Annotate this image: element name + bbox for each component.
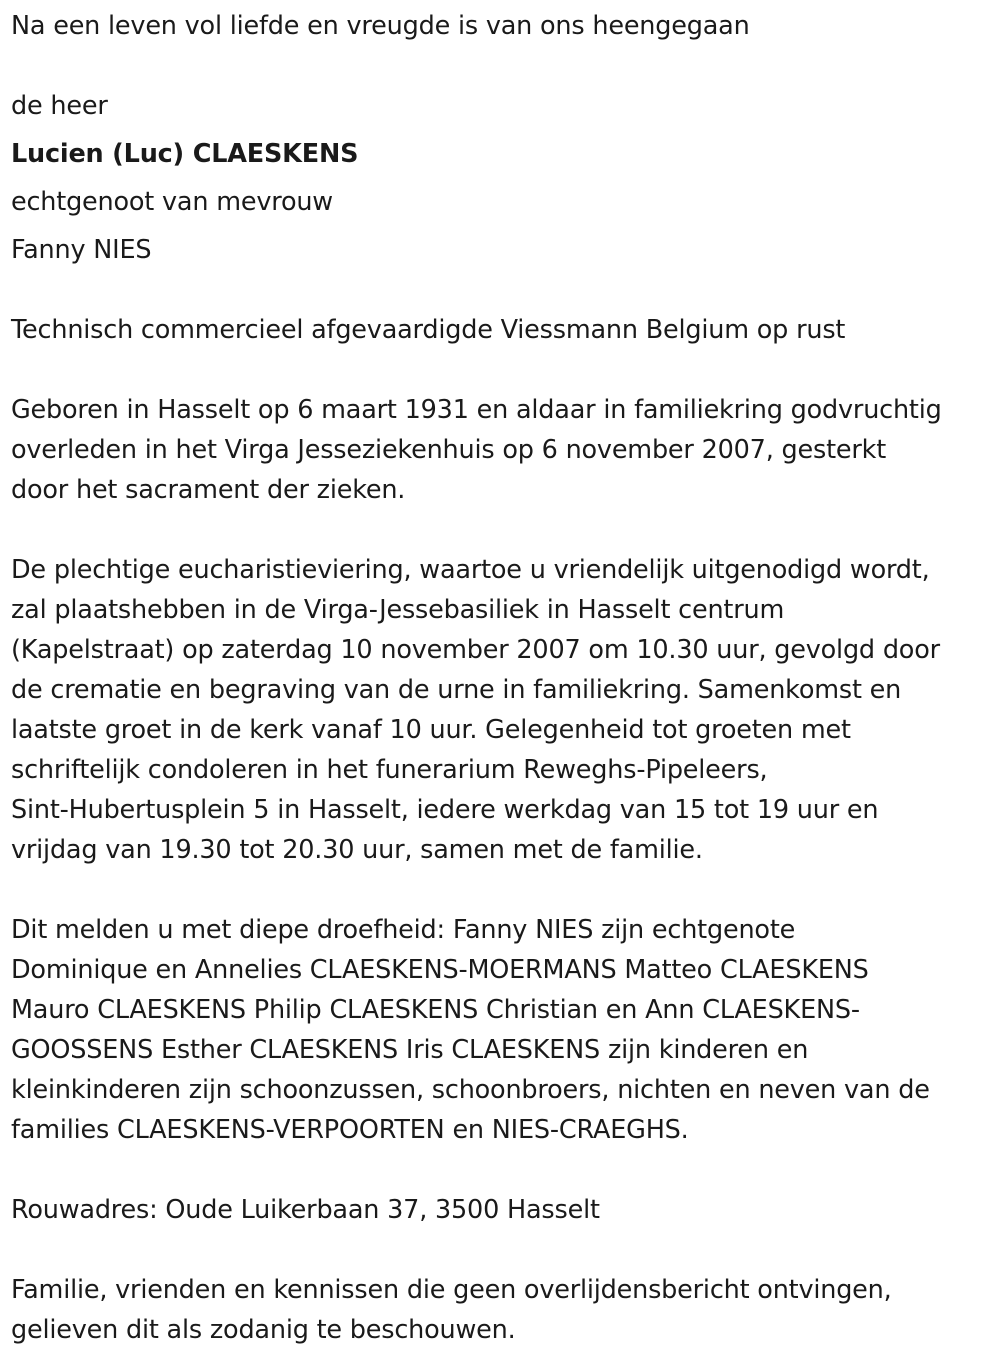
- family-line: kleinkinderen zijn schoonzussen, schoonbroers, nichten en neven van de: [11, 1075, 930, 1105]
- ceremony-line: Sint-Hubertusplein 5 in Hasselt, iedere werkdag van 15 tot 19 uur en: [11, 795, 879, 825]
- ceremony-line: de crematie en begraving van de urne in familiekring. Samenkomst en: [11, 675, 902, 705]
- family-line: Dominique en Annelies CLAESKENS-MOERMANS Matteo CLAESKENS: [11, 955, 869, 985]
- mourning-address: Rouwadres: Oude Luikerbaan 37, 3500 Hasselt: [11, 1195, 600, 1225]
- birth-death-line: Geboren in Hasselt op 6 maart 1931 en aldaar in familiekring godvruchtig: [11, 395, 942, 425]
- ceremony-line: schriftelijk condoleren in het funerarium Reweghs-Pipeleers,: [11, 755, 768, 785]
- closing-line: gelieven dit als zodanig te beschouwen.: [11, 1315, 516, 1345]
- ceremony-paragraph: [11, 550, 940, 870]
- ceremony-line: vrijdag van 19.30 tot 20.30 uur, samen met de familie.: [11, 835, 703, 865]
- intro-text: Na een leven vol liefde en vreugde is van ons heengegaan: [11, 11, 750, 41]
- family-line: Dit melden u met diepe droefheid: Fanny NIES zijn echtgenote: [11, 915, 796, 945]
- deceased-name: Lucien (Luc) CLAESKENS: [11, 139, 359, 169]
- ceremony-line: zal plaatshebben in de Virga-Jessebasiliek in Hasselt centrum: [11, 595, 785, 625]
- occupation: Technisch commercieel afgevaardigde Viessmann Belgium op rust: [11, 315, 846, 345]
- ceremony-line: De plechtige eucharistieviering, waartoe u vriendelijk uitgenodigd wordt,: [11, 555, 930, 585]
- closing-line: Familie, vrienden en kennissen die geen overlijdensbericht ontvingen,: [11, 1275, 892, 1305]
- birth-death-line: overleden in het Virga Jesseziekenhuis op 6 november 2007, gesterkt: [11, 435, 887, 465]
- birth-death-paragraph: [11, 390, 942, 510]
- closing-paragraph: [11, 1270, 892, 1350]
- title-prefix: de heer: [11, 91, 108, 121]
- birth-death-line: door het sacrament der zieken.: [11, 475, 406, 505]
- family-line: families CLAESKENS-VERPOORTEN en NIES-CRAEGHS.: [11, 1115, 689, 1145]
- family-line: GOOSSENS Esther CLAESKENS Iris CLAESKENS zijn kinderen en: [11, 1035, 809, 1065]
- family-line: Mauro CLAESKENS Philip CLAESKENS Christian en Ann CLAESKENS-: [11, 995, 860, 1025]
- family-paragraph: [11, 910, 930, 1150]
- ceremony-line: laatste groet in de kerk vanaf 10 uur. Gelegenheid tot groeten met: [11, 715, 851, 745]
- spouse-relation: echtgenoot van mevrouw: [11, 187, 333, 217]
- ceremony-line: (Kapelstraat) op zaterdag 10 november 2007 om 10.30 uur, gevolgd door: [11, 635, 940, 665]
- spouse-name: Fanny NIES: [11, 235, 152, 265]
